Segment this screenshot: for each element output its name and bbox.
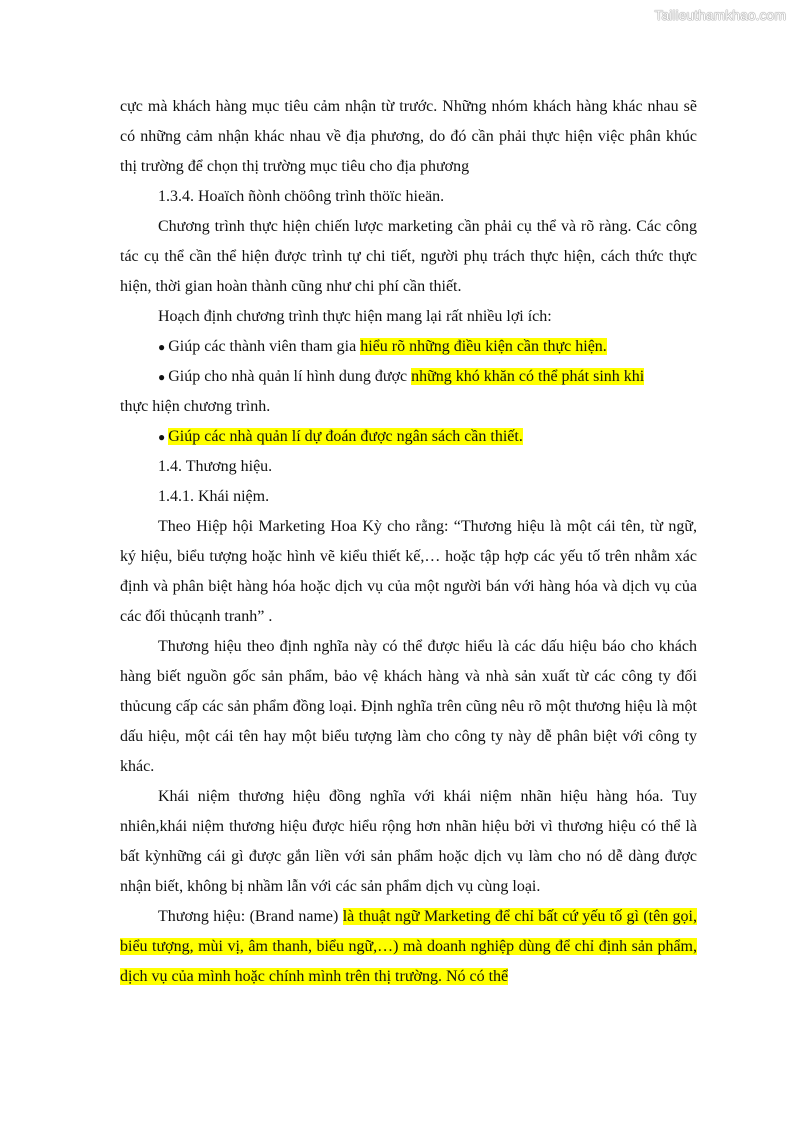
bullet-icon: ● (158, 340, 166, 354)
watermark-text: Tailieuthamkhao.com (654, 7, 786, 23)
brand-name-text: Thương hiệu: (Brand name) (158, 908, 343, 925)
bullet-icon: ● (158, 370, 166, 384)
bullet-3-highlight: Giúp các nhà quản lí dự đoán được ngân sách cần thiết. (168, 428, 523, 445)
bullet-icon: ● (158, 430, 166, 444)
paragraph-market-segmentation: cực mà khách hàng mục tiêu cảm nhận từ trước. Những nhóm khách hàng khác nhau sẽ có những cảm nhận khác nhau về địa phương, do đó cần phải thực hiện việc phân khúc thị trường để chọn thị trường mục tiêu cho địa phương (120, 98, 697, 175)
heading-1-4-1: 1.4.1. Khái niệm. (158, 488, 270, 505)
heading-1-3-4: 1.3.4. Hoaïch ñònh chöông trình thöïc hieän. (158, 188, 445, 205)
bullet-2-continuation: thực hiện chương trình. (120, 398, 271, 415)
bullet-2-text: Giúp cho nhà quản lí hình dung được (168, 368, 412, 385)
bullet-1-text: Giúp các thành viên tham gia (168, 338, 361, 355)
brand-name-highlight: là thuật ngữ Marketing để chỉ bất cứ yếu tố gì (tên gọi, biểu tượng, mùi vị, âm thanh, biểu ngữ,…) mà doanh nghiệp dùng để chỉ định sản phẩm, dịch vụ của mình hoặc chính mình trên thị trường. Nó có thể (120, 908, 698, 985)
document-page (120, 92, 697, 992)
paragraph-ama-definition: Theo Hiệp hội Marketing Hoa Kỳ cho rằng: “Thương hiệu là một cái tên, từ ngữ, ký hiệu, biểu tượng hoặc hình vẽ kiểu thiết kế,… hoặc tập hợp các yếu tố trên nhằm xác định và phân biệt hàng hóa hoặc dịch vụ của một người bán với hàng hóa và dịch vụ của các đối thủcạnh tranh” . (120, 518, 697, 625)
paragraph-benefits-intro: Hoạch định chương trình thực hiện mang lại rất nhiều lợi ích: (158, 308, 552, 325)
bullet-item-3 (120, 422, 697, 452)
bullet-2-highlight: những khó khăn có thể phát sinh khi (411, 368, 645, 385)
bullet-item-1 (120, 332, 697, 362)
paragraph-brand-signs: Thương hiệu theo định nghĩa này có thể được hiểu là các dấu hiệu báo cho khách hàng biết nguồn gốc sản phẩm, bảo vệ khách hàng và nhà sản xuất từ các công ty đối thủcung cấp các sản phẩm đồng loại. Định nghĩa trên cũng nêu rõ một thương hiệu là một dấu hiệu, một cái tên hay một biểu tượng làm cho công ty này dễ phân biệt với công ty khác. (120, 638, 697, 775)
heading-1-4: 1.4. Thương hiệu. (158, 458, 273, 475)
paragraph-program: Chương trình thực hiện chiến lược marketing cần phải cụ thể và rõ ràng. Các công tác cụ thể cần thể hiện được trình tự chi tiết, người phụ trách thực hiện, cách thức thực hiện, thời gian hoàn thành cũng như chi phí cần thiết. (120, 218, 697, 295)
paragraph-brand-name (120, 902, 697, 992)
bullet-item-2 (120, 362, 697, 392)
paragraph-brand-vs-trademark: Khái niệm thương hiệu đồng nghĩa với khái niệm nhãn hiệu hàng hóa. Tuy nhiên,khái niệm thương hiệu được hiểu rộng hơn nhãn hiệu bởi vì thương hiệu có thể là bất kỳnhững cái gì được gắn liền với sản phẩm hoặc dịch vụ làm cho nó dễ dàng được nhận biết, không bị nhầm lẫn với các sản phẩm dịch vụ cùng loại. (120, 788, 697, 895)
bullet-1-highlight: hiểu rõ những điều kiện cần thực hiện. (360, 338, 607, 355)
